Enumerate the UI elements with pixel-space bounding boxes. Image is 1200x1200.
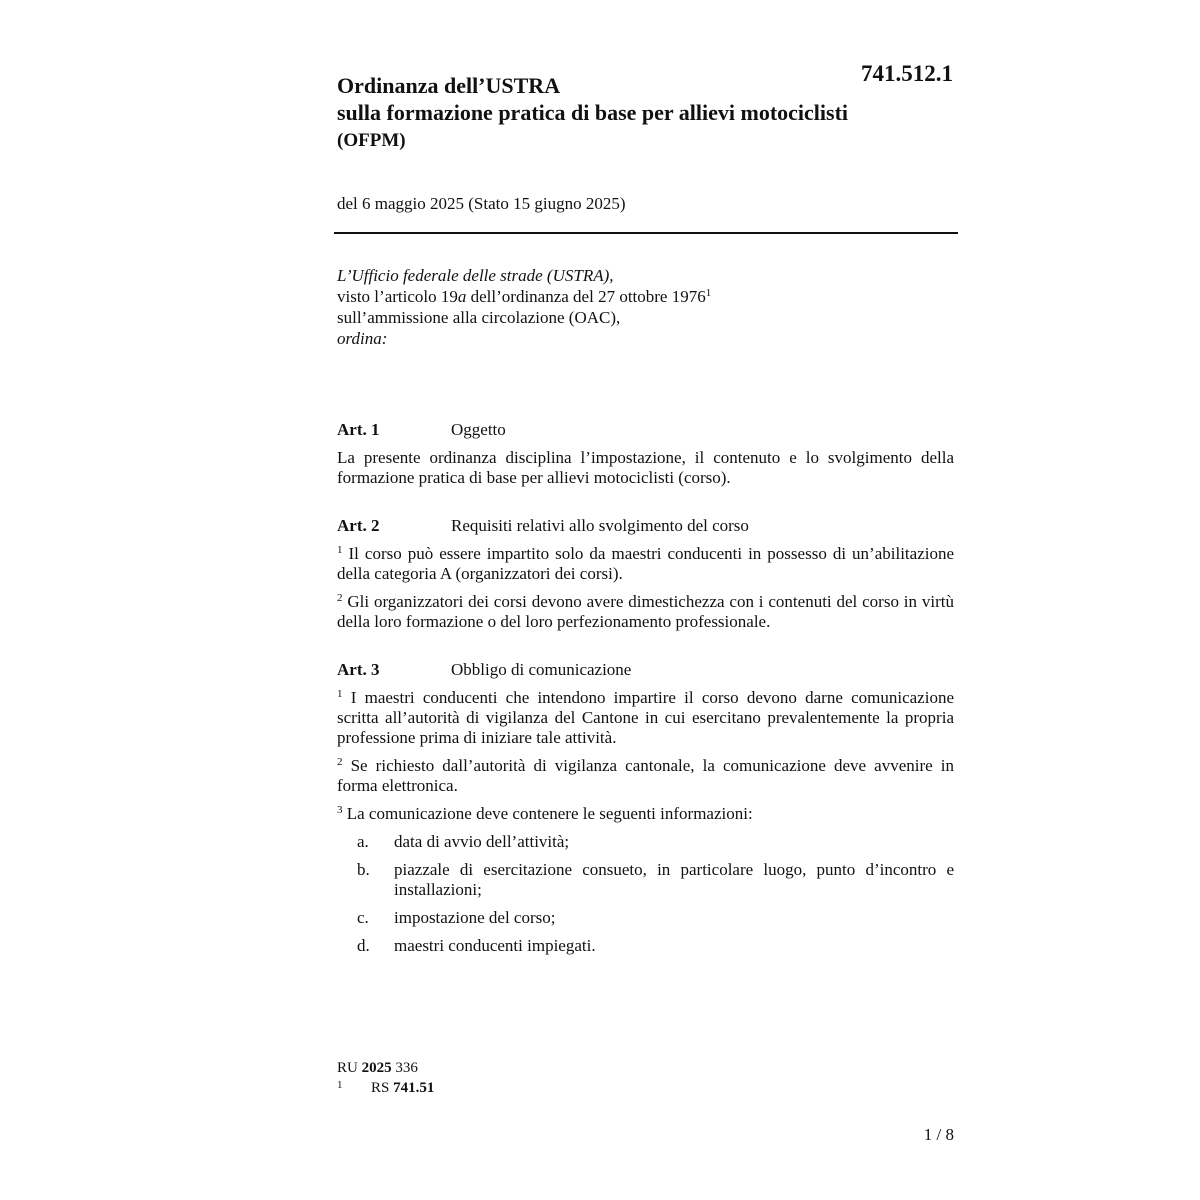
paragraph-number: 3: [337, 804, 343, 816]
footnote-text: [371, 1078, 434, 1098]
ru-year: 2025: [361, 1060, 392, 1076]
footnote-number: 1: [337, 1079, 343, 1091]
list-letter: b.: [357, 860, 370, 879]
footnote-1: [337, 1078, 434, 1098]
list-text: piazzale di esercitazione consueto, in particolare luogo, punto d’incontro e installazioni;: [394, 860, 954, 899]
article-label: Art. 2: [337, 516, 380, 535]
paragraph-text: La presente ordinanza disciplina l’impostazione, il contenuto e lo svolgimento della formazione pratica di base per allievi motociclisti (corso).: [337, 448, 954, 487]
paragraph-text: La comunicazione deve contenere le seguenti informazioni:: [346, 804, 753, 823]
list-item: [337, 936, 954, 956]
footer-notes: [337, 1058, 434, 1098]
article-1: [337, 420, 954, 488]
article-heading: Oggetto: [451, 420, 506, 439]
ru-prefix: RU: [337, 1060, 362, 1076]
preamble-visto-after: dell’ordinanza del 27 ottobre 1976: [466, 287, 706, 306]
list-item: [337, 908, 954, 928]
preamble-ordina: ordina:: [337, 329, 388, 348]
article-paragraph: [337, 804, 954, 824]
paragraph-text: Se richiesto dall’autorità di vigilanza cantonale, la comunicazione deve avvenire in forma elettronica.: [337, 756, 954, 795]
list-item: [337, 832, 954, 852]
list-letter: d.: [357, 936, 370, 955]
ru-reference: [337, 1058, 434, 1078]
list-text: data di avvio dell’attività;: [394, 832, 570, 851]
paragraph-text: Gli organizzatori dei corsi devono avere dimestichezza con i contenuti del corso in virtù della loro formazione o del loro perfezionamento professionale.: [337, 592, 954, 631]
page-number: 1 / 8: [923, 1125, 954, 1144]
date-line: del 6 maggio 2025 (Stato 15 giugno 2025): [337, 194, 626, 213]
article-paragraph: [337, 756, 954, 796]
list-letter: c.: [357, 908, 369, 927]
preamble-authority: L’Ufficio federale delle strade (USTRA),: [337, 266, 614, 285]
paragraph-number: 1: [337, 688, 343, 700]
article-paragraph: [337, 688, 954, 748]
document-title: [337, 72, 957, 156]
article-label: Art. 1: [337, 420, 380, 439]
article-header: [337, 660, 954, 680]
paragraph-text: Il corso può essere impartito solo da maestri conducenti in possesso di un’abilitazione della categoria A (organizzatori dei corsi).: [337, 544, 955, 583]
paragraph-number: 1: [337, 544, 343, 556]
preamble-visto-italic: a: [457, 287, 467, 306]
footnote-ref-1[interactable]: 1: [705, 287, 712, 299]
footnote-prefix: RS: [371, 1080, 394, 1096]
paragraph-number: 2: [337, 592, 343, 604]
article-header: [337, 420, 954, 440]
list-item: [337, 860, 954, 900]
ru-page: 336: [391, 1060, 418, 1076]
article-header: [337, 516, 954, 536]
footnote-reference: 741.51: [393, 1080, 435, 1096]
article-2: [337, 516, 954, 632]
article-paragraph: [337, 544, 954, 584]
horizontal-rule: [334, 232, 958, 234]
article-paragraph: [337, 592, 954, 632]
article-heading: Obbligo di comunicazione: [451, 660, 632, 679]
preamble: [337, 265, 957, 349]
title-line-2: sulla formazione pratica di base per allievi motociclisti: [337, 100, 849, 125]
paragraph-text: I maestri conducenti che intendono impartire il corso devono darne comunicazione scritta all’autorità di vigilanza del Cantone in cui esercitano prevalentemente la propria professione prima di iniziare tale attività.: [337, 688, 954, 747]
article-heading: Requisiti relativi allo svolgimento del corso: [451, 516, 749, 535]
article-3: [337, 660, 954, 956]
list-text: maestri conducenti impiegati.: [394, 936, 596, 955]
article-label: Art. 3: [337, 660, 380, 679]
articles-body: [337, 420, 954, 984]
preamble-visto-before: visto l’articolo 19: [337, 287, 458, 306]
preamble-visto: [337, 286, 957, 307]
document-number: 741.512.1: [861, 61, 953, 86]
information-list: [337, 832, 954, 956]
title-line-1: Ordinanza dell’USTRA: [337, 73, 561, 98]
list-text: impostazione del corso;: [394, 908, 556, 927]
preamble-line-3: sull’ammissione alla circolazione (OAC),: [337, 308, 621, 327]
title-abbreviation: (OFPM): [337, 130, 406, 151]
list-letter: a.: [357, 832, 369, 851]
article-paragraph: [337, 448, 954, 488]
paragraph-number: 2: [337, 756, 343, 768]
